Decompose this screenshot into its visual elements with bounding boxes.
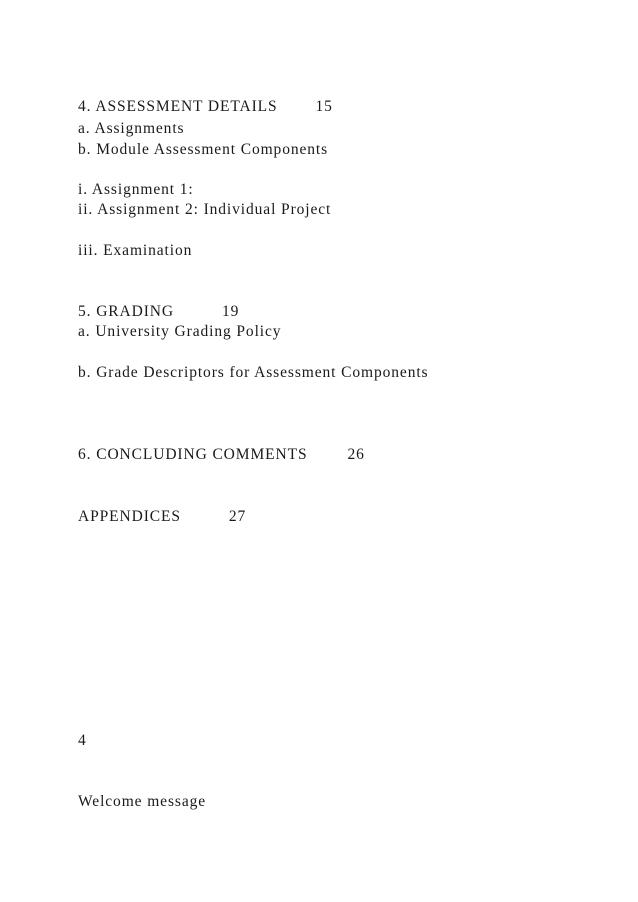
toc-heading: 5. GRADING xyxy=(78,303,174,320)
toc-page-number: 15 xyxy=(315,98,333,115)
toc-heading: 6. CONCLUDING COMMENTS xyxy=(78,446,308,463)
toc-item: b. Grade Descriptors for Assessment Components xyxy=(78,364,429,381)
toc-heading: APPENDICES xyxy=(78,508,181,525)
toc-item: iii. Examination xyxy=(78,242,193,259)
toc-item: a. Assignments xyxy=(78,120,185,137)
toc-entry-grading xyxy=(78,302,239,322)
page-number: 4 xyxy=(78,732,87,749)
toc-page-number: 19 xyxy=(221,303,240,320)
toc-page-number: 26 xyxy=(347,446,365,463)
toc-item: b. Module Assessment Components xyxy=(78,141,329,158)
toc-item: i. Assignment 1: xyxy=(78,181,194,198)
toc-heading: 4. ASSESSMENT DETAILS xyxy=(78,98,278,115)
section-title: Welcome message xyxy=(78,793,207,810)
toc-entry-concluding-comments xyxy=(78,445,365,465)
toc-entry-assessment-details xyxy=(78,97,333,117)
toc-item: ii. Assignment 2: Individual Project xyxy=(78,201,332,218)
toc-entry-appendices xyxy=(78,507,246,527)
toc-page-number: 27 xyxy=(228,508,247,525)
toc-item: a. University Grading Policy xyxy=(78,323,282,340)
